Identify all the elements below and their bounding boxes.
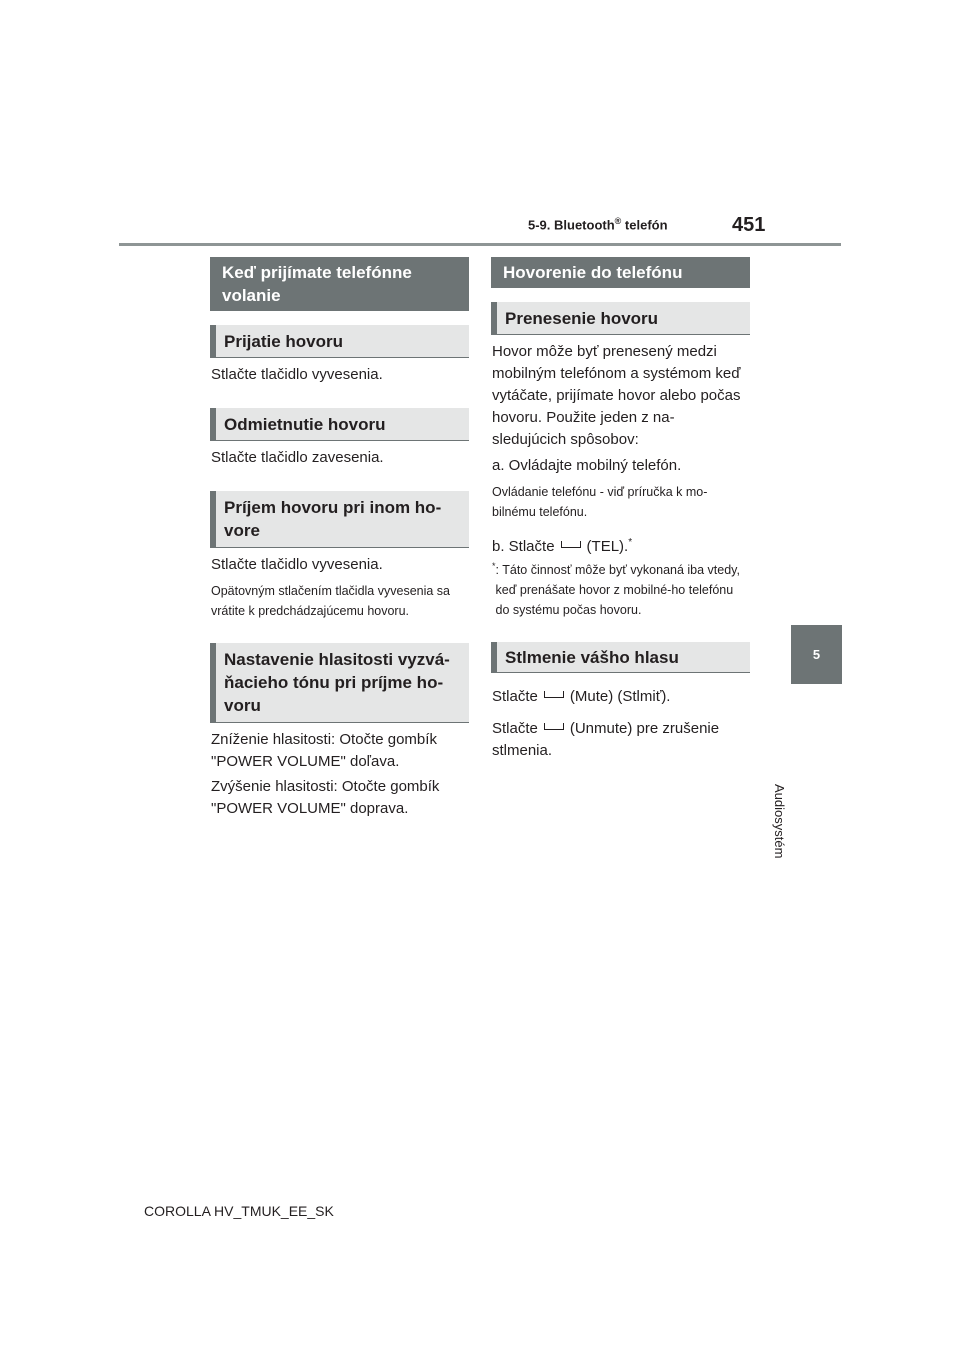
footnote-asterisk: * [492,561,496,571]
call-waiting-note: Opätovným stlačením tlačidla vyvesenia sa vrátite k predchádzajúcemu hovoru. [211,584,450,618]
subheading-ring-volume [210,643,469,723]
unmute-button-icon [544,723,564,730]
transfer-option-b [492,532,632,558]
chapter-tab: 5 [791,625,842,684]
transfer-footnote [492,560,750,620]
footnote-mark: * [628,537,633,548]
section-heading-talking [491,257,750,288]
subheading-accept-call [210,325,469,358]
mute-suffix: (Mute) (Stlmiť). [569,688,671,705]
option-b-suffix: (TEL). [586,538,629,555]
subheading-text: Prijatie hovoru [224,331,344,351]
subheading-text: Odmietnutie hovoru [224,414,386,434]
transfer-option-a: a. Ovládajte mobilný telefón. [492,457,682,474]
subheading-text: Stlmenie vášho hlasu [505,647,679,667]
registered-mark: ® [614,216,622,226]
section-title-suffix: telefón [621,217,668,233]
running-header [528,216,668,232]
volume-up-text: Zvýšenie hlasitosti: Otočte gombík "POWER VOLUME" doprava. [211,778,440,817]
option-b-prefix: b. Stlačte [492,538,555,555]
subheading-text: Príjem hovoru pri inom ho-vore [224,498,442,540]
mute-prefix: Stlačte [492,688,538,705]
subheading-text: Prenesenie hovoru [505,308,659,328]
accept-call-text: Stlačte tlačidlo vyvesenia. [211,366,383,383]
subheading-mute [491,642,750,673]
chapter-label: Audiosystém [772,784,787,859]
subheading-text: Nastavenie hlasitosti vyzvá-ňacieho tónu pri príjme ho-voru [224,650,450,715]
subheading-transfer-call [491,302,750,335]
transfer-option-a-note: Ovládanie telefónu - viď príručka k mo-bilnému telefónu. [492,485,708,519]
section-heading-receiving [210,257,469,311]
volume-down-text: Zníženie hlasitosti: Otočte gombík "POWER VOLUME" doľava. [211,731,437,770]
heading-text: Hovorenie do telefónu [503,263,683,282]
subheading-reject-call [210,408,469,441]
unmute-prefix: Stlačte [492,720,538,737]
mute-line [492,686,670,708]
footnote-text: : Táto činnosť môže byť vykonaná iba vtedy, keď prenášate hovor z mobilné-ho telefónu do systému počas hovoru. [495,563,740,617]
heading-text: Keď prijímate telefónne volanie [222,263,412,305]
subheading-call-waiting [210,491,469,548]
header-divider [119,243,841,246]
unmute-line [492,718,748,762]
call-waiting-text: Stlačte tlačidlo vyvesenia. [211,556,383,573]
transfer-description: Hovor môže byť prenesený medzi mobilným telefónom a systémom keď vytáčate, prijímate hovor alebo počas hovoru. Použite jeden z na-sledujúcich spôsobov: [492,343,741,448]
chapter-label-wrap [772,692,803,859]
reject-call-text: Stlačte tlačidlo zavesenia. [211,449,384,466]
document-id: COROLLA HV_TMUK_EE_SK [144,1203,334,1219]
section-title: 5-9. Bluetooth [528,217,615,233]
tel-button-icon [561,541,581,548]
page-number: 451 [732,214,766,236]
unmute-suffix: (Unmute) pre zrušenie stlmenia. [492,720,720,759]
mute-button-icon [544,691,564,698]
